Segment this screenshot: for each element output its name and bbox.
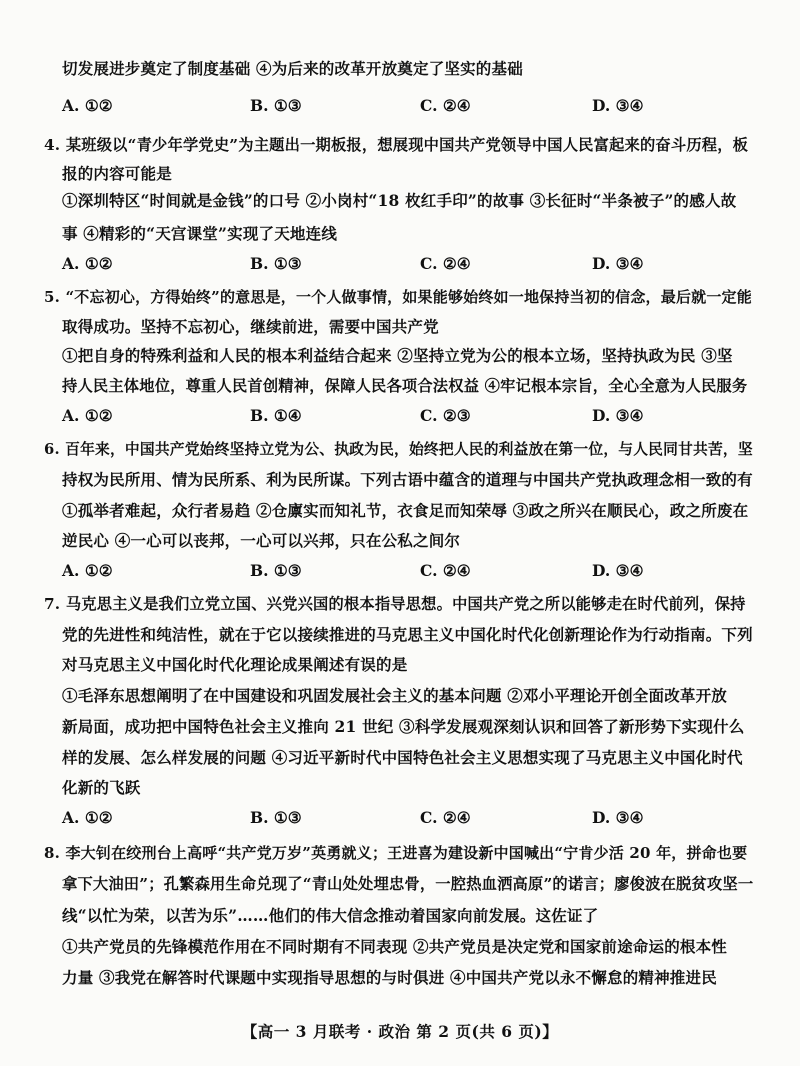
question-5-options: [62, 406, 762, 428]
question-8-stem-cont-1: 拿下大油田”；孔繁森用生命兑现了“青山处处埋忠骨，一腔热血洒高原”的诺言；廖俊波在脱贫攻坚一: [62, 875, 754, 893]
option-c: C. ②④: [420, 808, 471, 827]
question-7-stem-cont-2: 对马克思主义中国化时代化理论成果阐述有误的是: [62, 655, 408, 674]
question-5-items: ①把自身的特殊利益和人民的根本利益结合起来 ②坚持立党为公的根本立场，坚持执政为民 ③坚: [62, 346, 733, 365]
question-7-items-3: 样的发展、怎么样发展的问题 ④习近平新时代中国特色社会主义思想实现了马克思主义中国化时代: [62, 748, 743, 767]
question-3-options: [62, 96, 762, 118]
question-4-stem: 4. 某班级以“青少年学党史”为主题出一期板报，想展现中国共产党领导中国人民富起来的奋斗历程，板: [44, 136, 749, 154]
option-c: C. ②④: [420, 96, 471, 115]
question-4-items-cont: 事 ④精彩的“天宫课堂”实现了天地连线: [62, 224, 338, 243]
question-7-items-2: 新局面，成功把中国特色社会主义推向 21 世纪 ③科学发展观深刻认识和回答了新形势下实现什么: [62, 717, 745, 736]
question-6-options: [62, 561, 762, 583]
question-8-stem-cont-2: 线“以忙为荣，以苦为乐”……他们的伟大信念推动着国家向前发展。这佐证了: [62, 906, 599, 925]
question-4-items: ①深圳特区“时间就是金钱”的口号 ②小岗村“18 枚红手印”的故事 ③长征时“半条被子”的感人故: [62, 191, 737, 210]
option-b: B. ①③: [250, 96, 302, 115]
option-d: D. ③④: [592, 406, 644, 425]
option-c: C. ②④: [420, 254, 471, 273]
option-b: B. ①③: [250, 254, 302, 273]
page-footer: 【高一 3 月联考 · 政治 第 2 页(共 6 页)】: [241, 1022, 559, 1041]
option-a: A. ①②: [62, 254, 113, 273]
option-d: D. ③④: [592, 96, 644, 115]
question-6-stem: 6. 百年来，中国共产党始终坚持立党为公、执政为民，始终把人民的利益放在第一位，与人民同甘共苦，坚: [44, 441, 753, 458]
question-7-options: [62, 808, 762, 830]
option-b: B. ①④: [250, 406, 302, 425]
option-d: D. ③④: [592, 808, 644, 827]
option-d: D. ③④: [592, 561, 644, 580]
option-a: A. ①②: [62, 808, 113, 827]
question-5-stem-cont: 取得成功。坚持不忘初心，继续前进，需要中国共产党: [62, 317, 439, 336]
question-3-continuation: 切发展进步奠定了制度基础 ④为后来的改革开放奠定了坚实的基础: [62, 59, 523, 78]
option-a: A. ①②: [62, 406, 113, 425]
question-4-stem-cont: 报的内容可能是: [62, 164, 172, 183]
question-8-items-1: ①共产党员的先锋模范作用在不同时期有不同表现 ②共产党员是决定党和国家前途命运的根本性: [62, 937, 727, 956]
option-a: A. ①②: [62, 561, 113, 580]
question-6-items: ①孤举者难起，众行者易趋 ②仓廪实而知礼节，衣食足而知荣辱 ③政之所兴在顺民心，政之所废在: [62, 501, 749, 520]
question-6-stem-cont: 持权为民所用、情为民所系、利为民所谋。下列古语中蕴含的道理与中国共产党执政理念相一致的有: [62, 470, 753, 489]
question-7-items-4: 化新的飞跃: [62, 778, 141, 797]
option-c: C. ②④: [420, 561, 471, 580]
question-8-stem: 8. 李大钊在绞刑台上高呼“共产党万岁”英勇就义；王进喜为建设新中国喊出“宁肯少活 20 年，拼命也要: [44, 844, 748, 862]
option-d: D. ③④: [592, 254, 644, 273]
question-8-items-2: 力量 ③我党在解答时代课题中实现指导思想的与时俱进 ④中国共产党以永不懈怠的精神推进民: [62, 968, 717, 987]
option-c: C. ②③: [420, 406, 471, 425]
question-6-items-cont: 逆民心 ④一心可以丧邦，一心可以兴邦，只在公私之间尔: [62, 531, 461, 550]
option-a: A. ①②: [62, 96, 113, 115]
question-7-stem-cont-1: 党的先进性和纯洁性，就在于它以接续推进的马克思主义中国化时代化创新理论作为行动指南。下列: [62, 625, 753, 644]
question-7-items-1: ①毛泽东思想阐明了在中国建设和巩固发展社会主义的基本问题 ②邓小平理论开创全面改革开放: [62, 686, 727, 705]
option-b: B. ①③: [250, 561, 302, 580]
option-b: B. ①③: [250, 808, 302, 827]
question-5-stem: 5. “不忘初心，方得始终”的意思是，一个人做事情，如果能够始终如一地保持当初的信念，最后就一定能: [44, 288, 752, 306]
question-5-items-cont: 持人民主体地位，尊重人民首创精神，保障人民各项合法权益 ④牢记根本宗旨，全心全意为人民服务: [62, 377, 748, 395]
question-4-options: [62, 254, 762, 276]
question-7-stem: 7. 马克思主义是我们立党立国、兴党兴国的根本指导思想。中国共产党之所以能够走在时代前列，保持: [44, 595, 746, 613]
